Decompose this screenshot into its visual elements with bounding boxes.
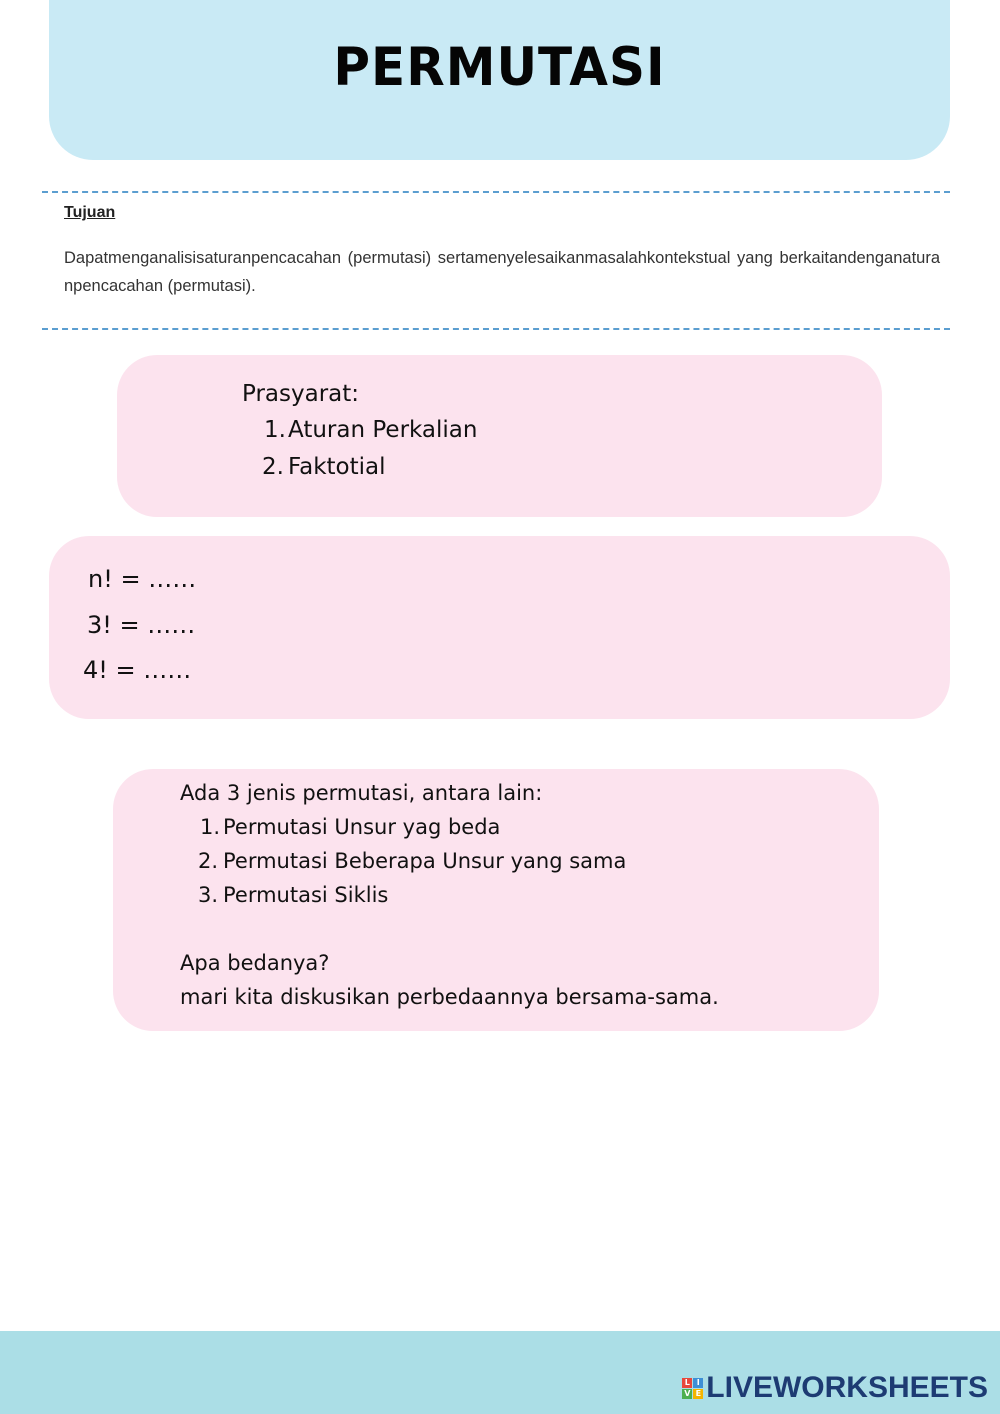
type-item: Permutasi Siklis (223, 883, 389, 907)
goal-text: Dapatmenganalisisaturanpencacahan (permutasi) sertamenyelesaikanmasalahkontekstual yang berkaitandenganaturanpencacahan (permutasi). (64, 249, 940, 295)
type-number: 1. (200, 815, 221, 839)
logo-letter: V (684, 1388, 691, 1398)
type-item: Permutasi Unsur yag beda (223, 815, 501, 839)
prerequisites-box (117, 355, 882, 517)
dashed-divider-top (42, 191, 950, 193)
footer-bar (0, 1331, 1000, 1414)
type-number: 2. (198, 849, 219, 873)
factorial-row-n: n! = …… (88, 565, 197, 593)
prerequisite-item: Aturan Perkalian (288, 417, 478, 443)
prerequisite-number: 2. (262, 454, 284, 480)
type-item: Permutasi Beberapa Unsur yang sama (223, 849, 627, 873)
logo-letter: L (682, 1378, 692, 1388)
goal-heading: Tujuan (64, 204, 116, 221)
prerequisite-number: 1. (264, 417, 286, 443)
title-banner (49, 0, 950, 160)
page-title: PERMUTASI (333, 36, 666, 98)
prerequisites-title: Prasyarat: (242, 381, 360, 407)
types-discussion: mari kita diskusikan perbedaannya bersama-sama. (180, 985, 719, 1009)
dashed-divider-bottom (42, 328, 950, 330)
liveworksheets-brand[interactable] (682, 1371, 988, 1405)
logo-letter: E (693, 1389, 703, 1399)
factorial-row-4: 4! = …… (83, 656, 192, 684)
factorial-row-3: 3! = …… (87, 611, 196, 639)
types-intro: Ada 3 jenis permutasi, antara lain: (180, 781, 543, 805)
logo-letter: I (693, 1378, 703, 1388)
permutation-types-box (113, 769, 879, 1031)
types-question: Apa bedanya? (180, 951, 330, 975)
brand-name: LIVEWORKSHEETS (706, 1371, 988, 1404)
factorial-box (49, 536, 950, 719)
liveworksheets-logo-icon (682, 1378, 703, 1399)
prerequisite-item: Faktotial (288, 454, 386, 480)
type-number: 3. (198, 883, 219, 907)
